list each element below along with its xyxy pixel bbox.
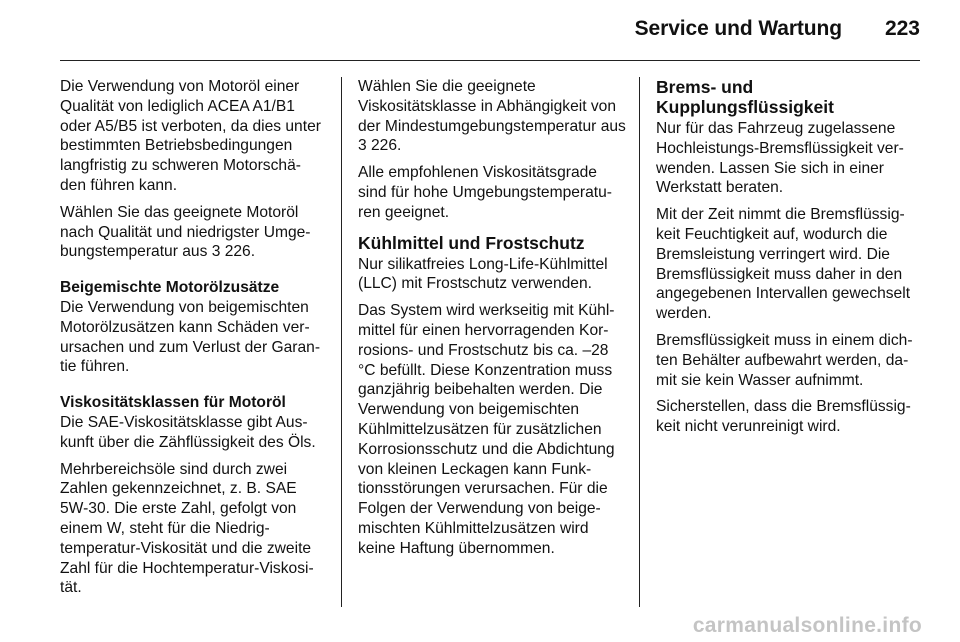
column-3 — [656, 77, 922, 444]
paragraph: Nur für das Fahrzeug zugelassene Hochleistungs-Bremsflüssigkeit ver- wenden. Lassen Sie sich in einer Werkstatt beraten. — [656, 120, 904, 197]
paragraph: Wählen Sie die geeignete Viskositätsklasse in Abhängigkeit von der Mindestumgebungstemperatur aus 3 226. — [358, 78, 626, 155]
subsection-title: Viskositätsklassen für Motoröl — [60, 394, 286, 412]
paragraph: Das System wird werkseitig mit Kühl- mittel für einen hervorragenden Kor- rosions- und Frostschutz bis ca. –28 °C befüllt. Diese Konzentration muss ganzjährig beibehalten werden. Die Verwendung von beigemischten Kühlmittelzusätzen für zusätzlichen Korrosionsschutz und die Abdichtung von kleinen Leckagen kann Funk- tionsstörungen verursachen. Für die Folgen der Verwendung von beige- mischten Kühlmittelzusätzen wird keine Haftung übernommen. — [358, 302, 615, 557]
header-rule — [60, 60, 920, 61]
subsection-viscosity — [60, 393, 328, 452]
paragraph: Wählen Sie das geeignete Motoröl nach Qualität und niedrigster Umge- bungstemperatur aus 3 226. — [60, 203, 311, 261]
paragraph: Mit der Zeit nimmt die Bremsflüssig- keit Feuchtigkeit auf, wodurch die Bremsleistung verringert wird. Die Bremsflüssigkeit muss daher in den angegebenen Intervallen gewechselt werden. — [656, 206, 911, 323]
column-2 — [358, 77, 626, 566]
paragraph: Bremsflüssigkeit muss in einem dich- ten Behälter aufbewahrt werden, da- mit sie kein Wasser aufnimmt. — [656, 331, 913, 389]
subsection-text: Die SAE-Viskositätsklasse gibt Aus- kunft über die Zähflüssigkeit des Öls. — [60, 413, 316, 451]
watermark: carmanualsonline.info — [692, 614, 922, 637]
paragraph: Die Verwendung von Motoröl einer Qualität von lediglich ACEA A1/B1 oder A5/B5 ist verboten, da dies unter bestimmten Betriebsbedingungen langfristig zu schweren Motorschä- den führen kann. — [60, 78, 321, 194]
column-divider — [341, 77, 342, 607]
subsection-text: Die Verwendung von beigemischten Motorölzusätzen kann Schäden ver- ursachen und zum Verlust der Garan- tie führen. — [60, 298, 321, 376]
section-title: Service und Wartung — [634, 17, 842, 40]
paragraph: Nur silikatfreies Long-Life-Kühlmittel (LLC) mit Frostschutz verwenden. — [358, 255, 608, 293]
subsection-additives — [60, 278, 328, 377]
column-divider — [639, 77, 640, 607]
section-heading-coolant: Kühlmittel und Frostschutz — [358, 232, 585, 253]
page-header — [0, 0, 960, 62]
subsection-title: Beigemischte Motorölzusätze — [60, 279, 280, 297]
paragraph: Sicherstellen, dass die Bremsflüssig- keit nicht verunreinigt wird. — [656, 398, 911, 436]
column-1 — [60, 77, 328, 605]
page-number: 223 — [884, 17, 920, 40]
paragraph: Mehrbereichsöle sind durch zwei Zahlen gekennzeichnet, z. B. SAE 5W-30. Die erste Zahl, gefolgt von einem W, steht für die Niedrig- temperatur-Viskosität und die zweite Zahl für die Hochtemperatur-Viskosi- tät. — [60, 460, 314, 597]
section-heading-brake-fluid: Brems- und Kupplungsflüssigkeit — [656, 77, 834, 117]
paragraph: Alle empfohlenen Viskositätsgrade sind für hohe Umgebungstemperatu- ren geeignet. — [358, 164, 612, 221]
